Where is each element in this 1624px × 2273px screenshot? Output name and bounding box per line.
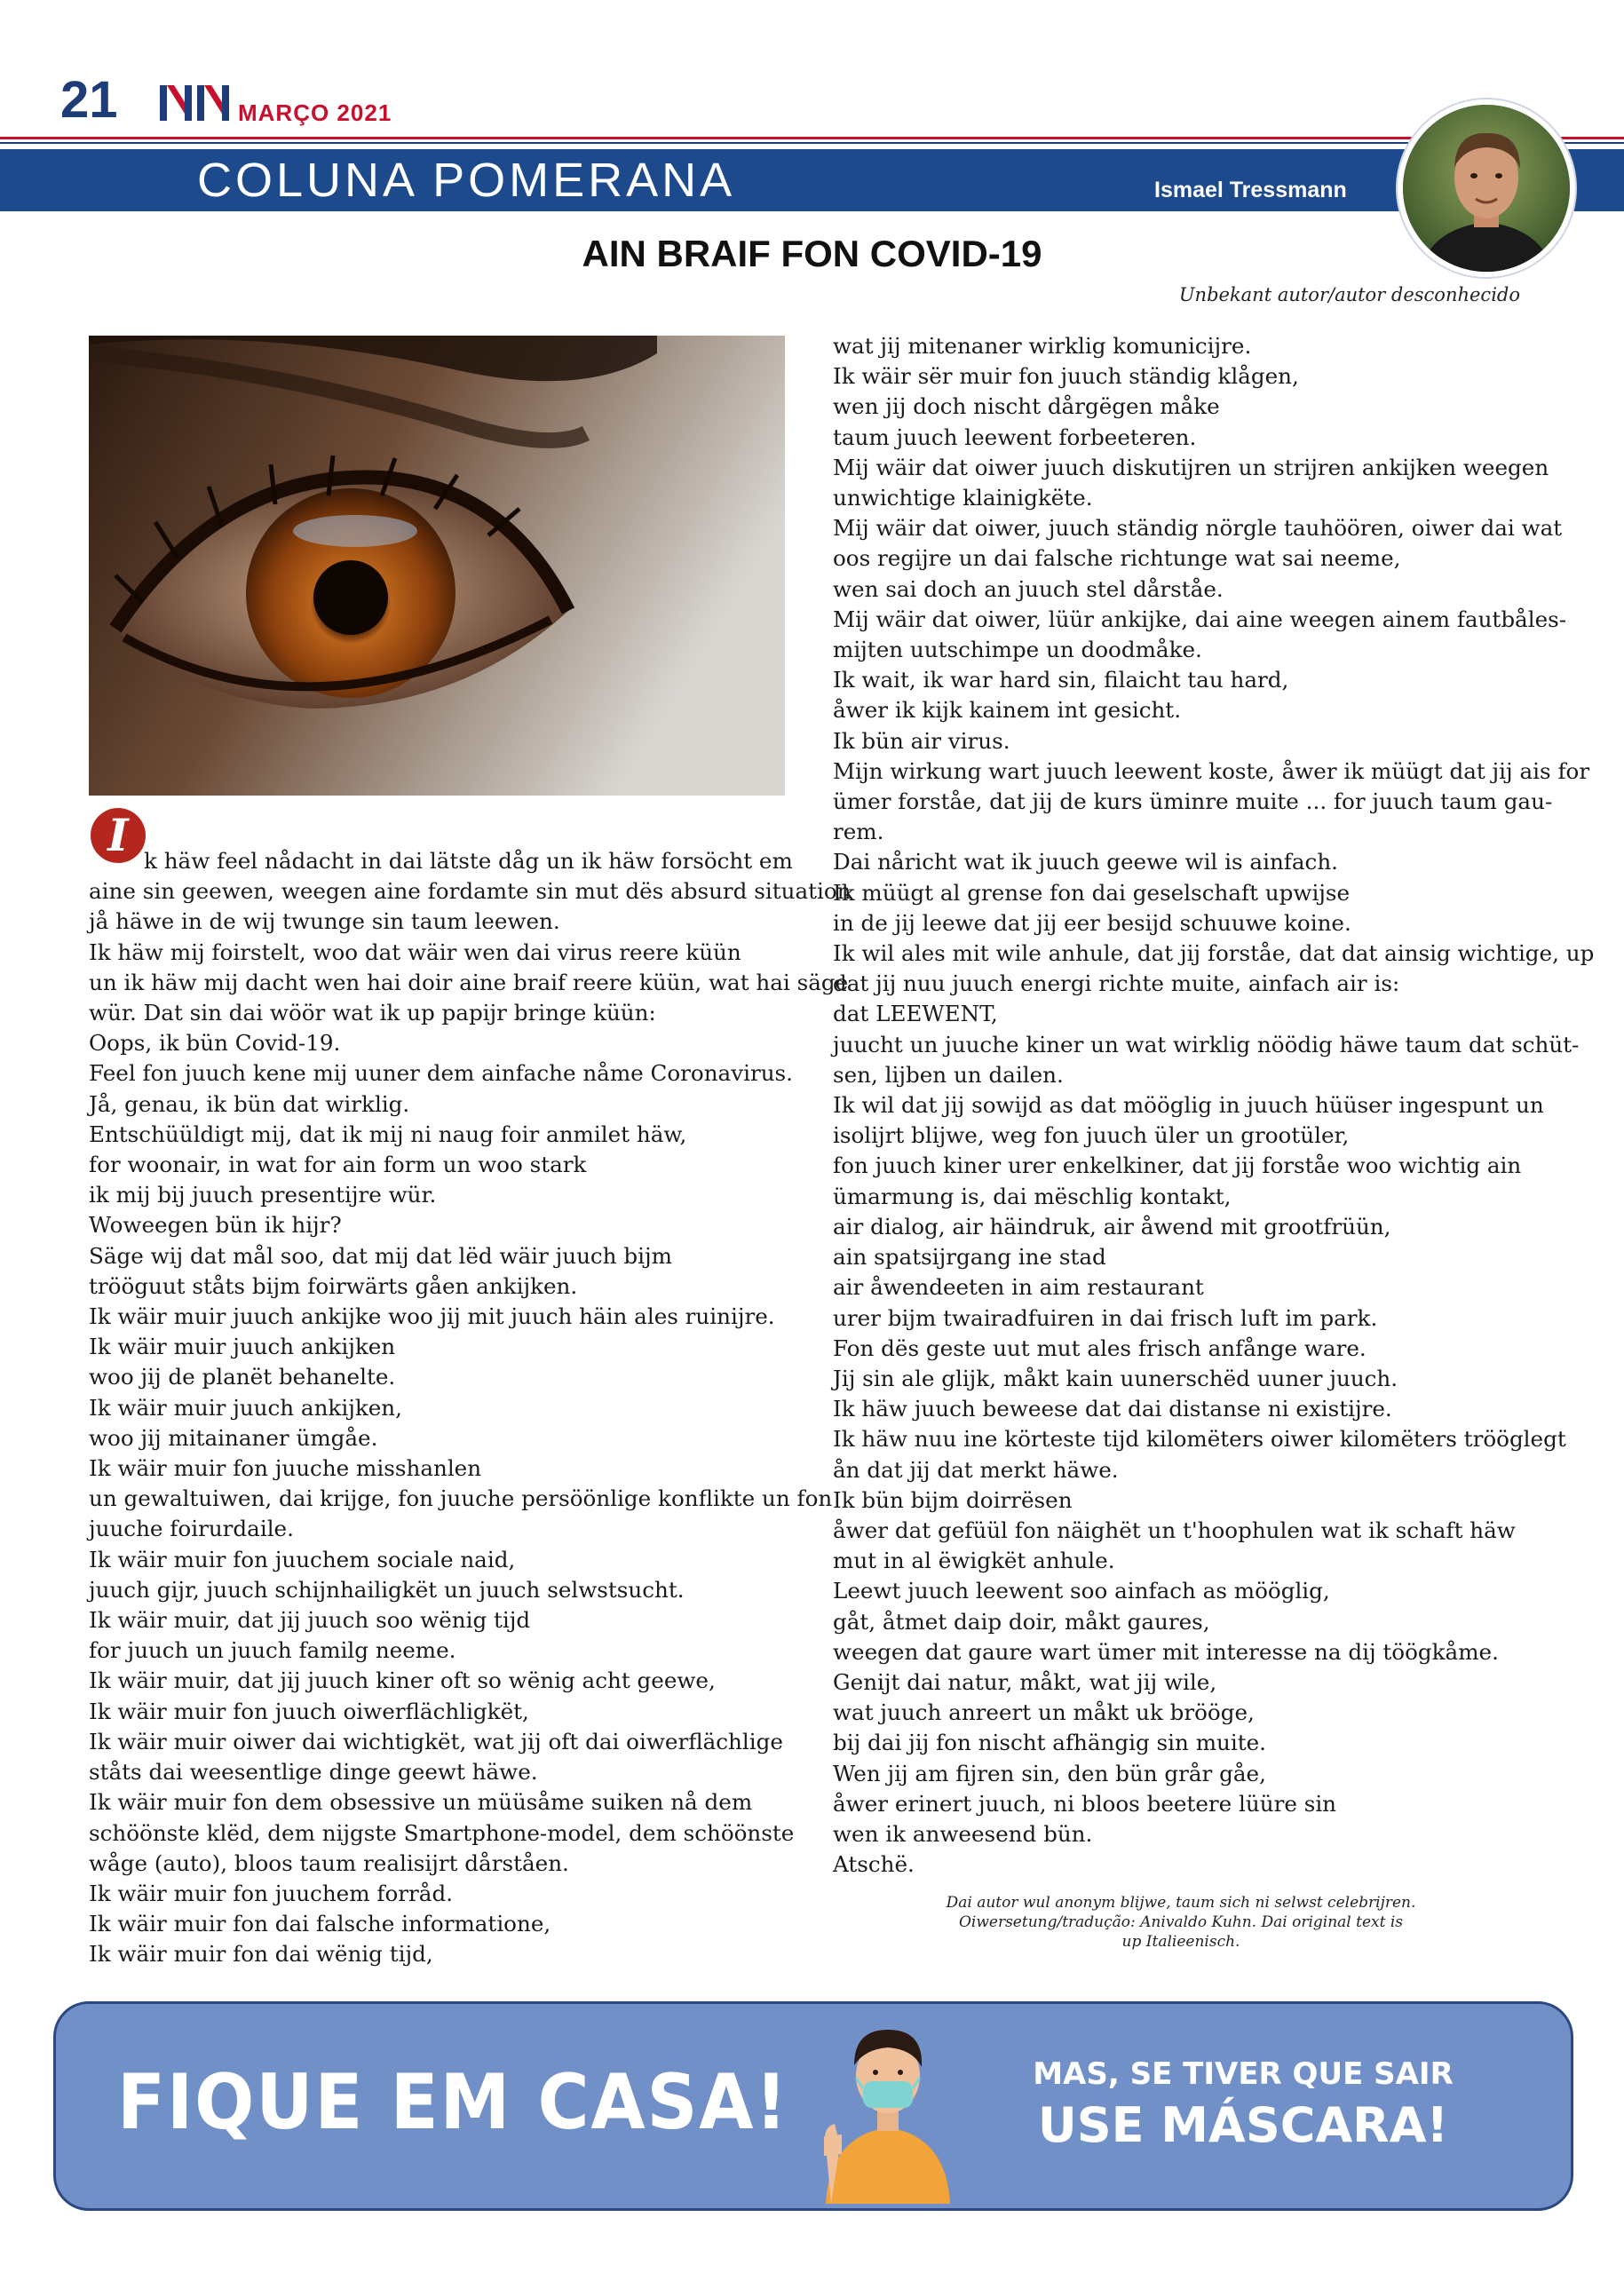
paragraph-line: Ik wäir sër muir fon juuch ständig klågen,	[833, 363, 1299, 390]
paragraph-line: dat LEEWENT,	[833, 1001, 998, 1027]
paragraph-line: Jå, genau, ik bün dat wirklig.	[89, 1090, 410, 1117]
newspaper-logo	[158, 78, 233, 123]
paragraph-line: dat jij nuu juuch energi richte muite, ainfach air is:	[833, 970, 1400, 997]
paragraph-line: Ik bün bijm doirrësen	[833, 1486, 1073, 1513]
paragraph-line: Mij wäir dat oiwer, lüür ankijke, dai aine weegen ainem fautbåles-	[833, 606, 1567, 632]
page-number: 21	[60, 71, 118, 129]
paragraph-line: Dai nåricht wat ik juuch geewe wil is ainfach.	[833, 849, 1338, 875]
article-photo-eye	[89, 336, 785, 796]
paragraph-line: Ik wait, ik war hard sin, filaicht tau hard,	[833, 667, 1289, 693]
paragraph-line: Ik wäir muir fon dem obsessive un müüsåme suiken nå dem	[89, 1789, 753, 1816]
paragraph-line: mijten uutschimpe un doodmåke.	[833, 637, 1202, 663]
paragraph-line: Feel fon juuch kene mij uuner dem ainfache nåme Coronavirus.	[89, 1060, 793, 1087]
paragraph-line: åwer dat gefüül fon näighët un t'hoophulen wat ik schaft häw	[833, 1517, 1516, 1543]
ad-stay-home-text: FIQUE EM CASA!	[117, 2058, 789, 2147]
paragraph-line: ån dat jij dat merkt häwe.	[833, 1456, 1119, 1483]
paragraph-line: Ik wäir muir oiwer dai wichtigkët, wat jij oft dai oiwerflächlige	[89, 1728, 783, 1754]
paragraph-line: Ik häw nuu ine körteste tijd kilomëters oiwer kilomëters trööglegt	[833, 1426, 1566, 1453]
paragraph-line: oos regijre un dai falsche richtunge wat sai neeme,	[833, 545, 1401, 572]
paragraph-line: rem.	[833, 819, 884, 845]
paragraph-line: wat jij mitenaner wirklig komunicijre.	[833, 333, 1252, 359]
article-byline: Unbekant autor/autor desconhecido	[1178, 284, 1520, 305]
paragraph-line: Fon dës geste uut mut ales frisch anfånge ware.	[833, 1334, 1367, 1361]
note-line: Oiwersetung/tradução: Anivaldo Kuhn. Dai original text is	[958, 1913, 1404, 1931]
paragraph-line: jå häwe in de wij twunge sin taum leewen.	[89, 908, 560, 935]
paragraph-line: Ik wäir muir fon dai falsche informatione,	[89, 1911, 551, 1937]
header-rule-red	[0, 137, 1624, 139]
paragraph-line: Ik wäir muir fon juuchem sociale naid,	[89, 1546, 516, 1572]
paragraph-line: ståts dai weesentlige dinge geewt häwe.	[89, 1759, 538, 1786]
paragraph-line: Ik wäir muir fon juuchem forråd.	[89, 1880, 454, 1906]
paragraph-line: Ik wäir muir, dat jij juuch kiner oft so wënig acht geewe,	[89, 1667, 716, 1694]
paragraph-line: Jij sin ale glijk, måkt kain uunerschëd uuner juuch.	[833, 1365, 1398, 1391]
paragraph-line: ain spatsijrgang ine stad	[833, 1244, 1106, 1271]
paragraph-line: un ik häw mij dacht wen hai doir aine braif reere küün, wat hai säge	[89, 969, 849, 995]
paragraph-line: Säge wij dat mål soo, dat mij dat lëd wäir juuch bijm	[89, 1242, 672, 1269]
paragraph-line: juuche foirurdaile.	[89, 1516, 294, 1542]
paragraph-line: wen ik anweesend bün.	[833, 1820, 1093, 1847]
paragraph-line: Entschüüldigt mij, dat ik mij ni naug foir anmilet häw,	[89, 1121, 687, 1147]
paragraph-line: Genijt dai natur, måkt, wat jij wile,	[833, 1668, 1217, 1695]
article-right-column	[833, 331, 1595, 1880]
paragraph-line: ümer forståe, dat jij de kurs üminre muite ... for juuch taum gau-	[833, 788, 1553, 815]
drop-cap-letter: I	[107, 809, 129, 861]
issue-date: MARÇO 2021	[238, 99, 392, 126]
paragraph-line: Ik häw mij foirstelt, woo dat wäir wen dai virus reere küün	[89, 939, 741, 965]
author-name: Ismael Tressmann	[1154, 178, 1347, 202]
paragraph-line: åwer ik kijk kainem int gesicht.	[833, 697, 1182, 724]
paragraph-line: Ik wäir muir juuch ankijken	[89, 1334, 396, 1360]
paragraph-line: Ik häw juuch beweese dat dai distanse ni existijre.	[833, 1396, 1392, 1422]
paragraph-line: weegen dat gaure wart ümer mit interesse na dij töögkåme.	[833, 1638, 1499, 1665]
paragraph-line: wür. Dat sin dai wöör wat ik up papijr bringe küün:	[89, 1000, 656, 1026]
paragraph-line: taum juuch leewent forbeeteren.	[833, 424, 1197, 450]
paragraph-line: trööguut ståts bijm foirwärts gåen ankijken.	[89, 1272, 578, 1299]
paragraph-line: wen jij doch nischt dårgëgen måke	[833, 393, 1220, 420]
paragraph-line: juuch gijr, juuch schijnhailigkët un juuch selwstsucht.	[89, 1576, 685, 1603]
paragraph-line: Leewt juuch leewent soo ainfach as mööglig,	[833, 1578, 1330, 1604]
paragraph-line: Mijn wirkung wart juuch leewent koste, åwer ik müügt dat jij ais for	[833, 757, 1590, 784]
paragraph-line: Ik wäir muir juuch ankijken,	[89, 1394, 402, 1421]
paragraph-line: unwichtige klainigkëte.	[833, 485, 1093, 511]
paragraph-line: air dialog, air häindruk, air åwend mit grootfrüün,	[833, 1213, 1391, 1239]
paragraph-line: ik mij bij juuch presentijre wür.	[89, 1182, 437, 1208]
paragraph-line: aine sin geewen, weegen aine fordamte sin mut dës absurd situation	[89, 878, 852, 905]
paragraph-line: juucht un juuche kiner un wat wirklig nöödig häwe taum dat schüt-	[833, 1031, 1580, 1057]
paragraph-line: Ik wil dat jij sowijd as dat mööglig in juuch hüüser ingespunt un	[833, 1092, 1544, 1119]
paragraph-line: woo jij mitainaner ümgåe.	[89, 1424, 378, 1451]
paragraph-line: Atschë.	[833, 1851, 915, 1878]
paragraph-line: Ik wäir muir, dat jij juuch soo wënig tijd	[89, 1607, 531, 1634]
paragraph-line: åwer erinert juuch, ni bloos beetere lüüre sin	[833, 1790, 1337, 1817]
paragraph-line: schöönste klëd, dem nijgste Smartphone-model, dem schöönste	[89, 1819, 795, 1846]
paragraph-line: k häw feel nådacht in dai lätste dåg un ik häw forsöcht em	[144, 848, 793, 874]
paragraph-line: for juuch un juuch familg neeme.	[89, 1637, 456, 1664]
header-rule-blue	[0, 142, 1624, 144]
paragraph-line: woo jij de planët behanelte.	[89, 1364, 396, 1390]
paragraph-line: ümarmung is, dai mëschlig kontakt,	[833, 1183, 1232, 1209]
note-line: Dai autor wul anonym blijwe, taum sich ni selwst celebrijren.	[946, 1894, 1416, 1912]
paragraph-line: air åwendeeten in aim restaurant	[833, 1274, 1204, 1301]
paragraph-line: Woweegen bün ik hijr?	[89, 1212, 342, 1239]
paragraph-line: in de jij leewe dat jij eer besijd schuuwe koine.	[833, 909, 1351, 936]
article-title: AIN BRAIF FON COVID-19	[582, 233, 1042, 274]
paragraph-line: wåge (auto), bloos taum realisijrt dårståen.	[89, 1849, 569, 1876]
paragraph-line: urer bijm twairadfuiren in dai frisch luft im park.	[833, 1304, 1378, 1331]
paragraph-line: Mij wäir dat oiwer, juuch ständig nörgle tauhöören, oiwer dai wat	[833, 515, 1563, 542]
paragraph-line: Oops, ik bün Covid-19.	[89, 1030, 341, 1057]
eye-image-icon	[89, 336, 785, 796]
masked-person-icon	[799, 2003, 977, 2204]
paragraph-line: Ik wäir muir fon dai wënig tijd,	[89, 1941, 433, 1968]
ad-if-going-out-text: MAS, SE TIVER QUE SAIR	[1033, 2056, 1454, 2092]
article-left-column	[89, 846, 852, 1970]
paragraph-line: wen sai doch an juuch stel dårståe.	[833, 575, 1224, 602]
paragraph-line: isolijrt blijwe, weg fon juuch üler un grootüler,	[833, 1122, 1350, 1149]
paragraph-line: Ik wäir muir fon juuche misshanlen	[89, 1455, 482, 1482]
column-title: COLUNA POMERANA	[197, 154, 736, 207]
paragraph-line: wat juuch anreert un måkt uk bröögе,	[833, 1699, 1255, 1726]
paragraph-line: un gewaltuiwen, dai krijge, fon juuche persöönlige konflikte un fon	[89, 1485, 833, 1512]
paragraph-line: fon juuch kiner urer enkelkiner, dat jij forståe woo wichtig ain	[833, 1152, 1522, 1179]
paragraph-line: gåt, åtmet daip doir, måkt gaures,	[833, 1608, 1210, 1635]
paragraph-line: mut in al ëwigkët anhule.	[833, 1548, 1115, 1574]
paragraph-line: sen, lijben un dailen.	[833, 1061, 1064, 1088]
note-line: up Italieenisch.	[1121, 1933, 1240, 1951]
paragraph-line: Ik wil ales mit wile anhule, dat jij forståe, dat dat ainsig wichtige, up	[833, 940, 1595, 967]
ad-use-mask-text: USE MÁSCARA!	[1037, 2097, 1449, 2153]
paragraph-line: Ik wäir muir fon juuch oiwerflächligkët,	[89, 1698, 529, 1724]
paragraph-line: bij dai jij fon nischt afhängig sin muite.	[833, 1730, 1266, 1756]
paragraph-line: Wen jij am fijren sin, den bün grår gåe,	[833, 1760, 1266, 1786]
paragraph-line: Mij wäir dat oiwer juuch diskutijren un strijren ankijken weegen	[833, 454, 1549, 480]
paragraph-line: Ik müügt al grense fon dai geselschaft upwijse	[833, 879, 1351, 906]
paragraph-line: Ik wäir muir juuch ankijke woo jij mit juuch häin ales ruinijre.	[89, 1303, 775, 1330]
paragraph-line: Ik bün air virus.	[833, 727, 1010, 754]
paragraph-line: for woonair, in wat for ain form un woo stark	[89, 1152, 587, 1178]
author-note	[941, 1893, 1421, 1952]
